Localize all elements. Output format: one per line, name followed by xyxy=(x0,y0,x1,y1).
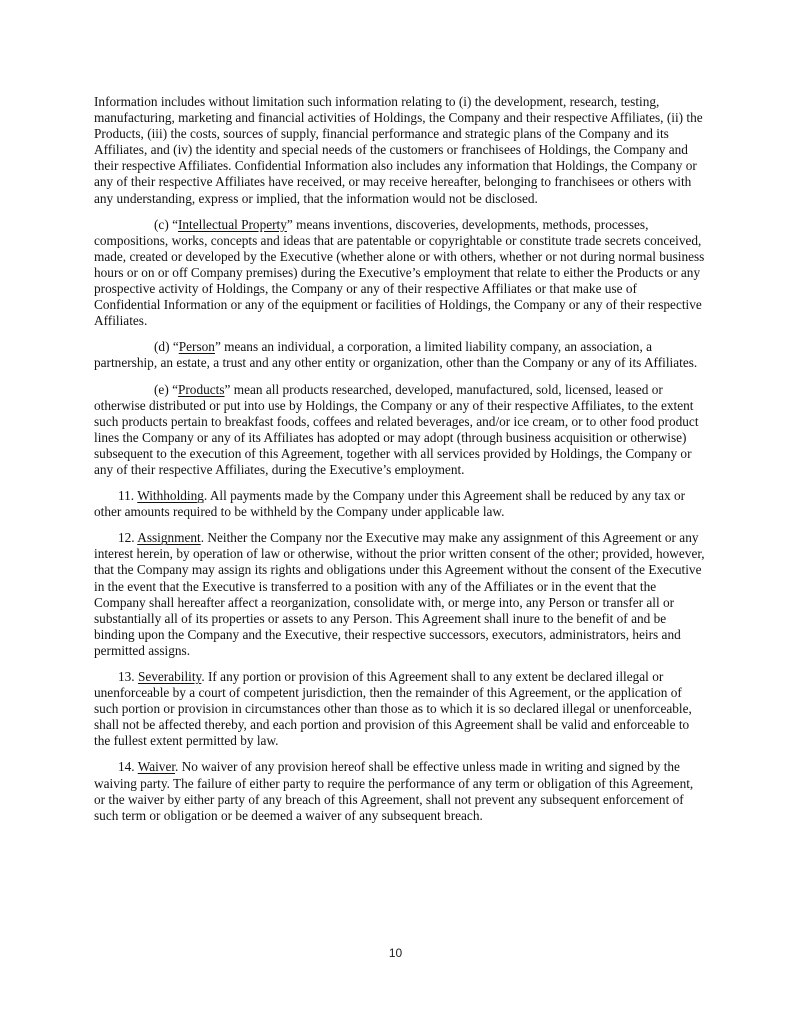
document-page xyxy=(94,94,706,834)
paragraph-text: . If any portion or provision of this Agreement shall to any extent be declared illegal or unenforceable by a court of competent jurisdiction, then the remainder of this Agreement, or the application of such portion or provision in circumstances other than those as to which it is so declared illegal or unenforceable, shall not be affected thereby, and each portion and provision of this Agreement shall be valid and enforceable to the fullest extent permitted by law. xyxy=(94,669,692,749)
paragraph-confidential-information-continued xyxy=(94,94,706,207)
section-heading: Withholding xyxy=(137,488,204,504)
paragraph-intellectual-property xyxy=(94,217,706,330)
section-number: 14. xyxy=(118,759,138,775)
paragraph-person xyxy=(94,339,706,371)
defined-term: Intellectual Property xyxy=(177,216,287,232)
section-heading: Severability xyxy=(137,669,202,684)
section-waiver xyxy=(94,759,706,823)
paragraph-products xyxy=(94,382,706,479)
section-assignment xyxy=(94,530,706,659)
section-number: 13. xyxy=(118,669,138,684)
defined-term: Person xyxy=(178,339,215,355)
paragraph-text: ” mean all products researched, developed, manufactured, sold, licensed, leased or otherwise distributed or put into use by Holdings, the Company or any of their respective Affiliates, to the extent such products pertain to breakfast foods, coffees and related beverages, and/or ice cream, or to other food product lines the Company or any of its Affiliates has adopted or may adopt (through business acquisition or otherwise) subsequent to the execution of this Agreement, together with all services provided by Holdings, the Company or any of their respective Affiliates, during the Executive’s employment. xyxy=(94,381,699,477)
section-heading: Assignment xyxy=(137,530,201,546)
section-withholding xyxy=(94,488,706,520)
section-heading: Waiver xyxy=(137,759,176,775)
paragraph-text: ” means an individual, a corporation, a limited liability company, an association, a partnership, an estate, a trust and any other entity or organization, other than the Company or any of its Affiliates. xyxy=(94,339,698,371)
clause-prefix: (e) “ xyxy=(154,381,178,397)
paragraph-text: Information includes without limitation such information relating to (i) the development, research, testing, manufacturing, marketing and financial activities of Holdings, the Company and their respective Affiliates, (ii) the Products, (iii) the costs, sources of supply, financial performance and strategic plans of the Company and its Affiliates, and (iv) the identity and special needs of the customers or franchisees of Holdings, the Company and their respective Affiliates. Confidential Information also includes any information that Holdings, the Company or any of their respective Affiliates have received, or may receive hereafter, belonging to franchisees or others with any understanding, express or implied, that the information would not be disclosed. xyxy=(94,94,703,206)
section-severability xyxy=(94,669,706,749)
paragraph-text: . No waiver of any provision hereof shall be effective unless made in writing and signed by the waiving party. The failure of either party to require the performance of any term or obligation of this Agreement, or the waiver by either party of any breach of this Agreement, shall not prevent any subsequent enforcement of such term or obligation or be deemed a waiver of any subsequent breach. xyxy=(94,759,694,823)
paragraph-text: . Neither the Company nor the Executive may make any assignment of this Agreement or any interest herein, by operation of law or otherwise, without the prior written consent of the other; provided, however, that the Company may assign its rights and obligations under this Agreement without the consent of the Executive in the event that the Executive is transferred to a position with any of the Affiliates or in the event that the Company shall hereafter affect a reorganization, consolidate with, or merge into, any Person or transfer all or substantially all of its properties or assets to any Person. This Agreement shall inure to the benefit of and be binding upon the Company and the Executive, their respective successors, executors, administrators, heirs and permitted assigns. xyxy=(94,530,705,658)
page-number: 10 xyxy=(388,946,403,960)
paragraph-text: . All payments made by the Company under this Agreement shall be reduced by any tax or other amounts required to be withheld by the Company under applicable law. xyxy=(94,488,686,520)
clause-prefix: (d) “ xyxy=(154,339,179,355)
defined-term: Products xyxy=(177,381,225,397)
clause-prefix: (c) “ xyxy=(154,216,178,232)
section-number: 12. xyxy=(118,530,138,546)
section-number: 11. xyxy=(118,488,138,504)
paragraph-text: ” means inventions, discoveries, developments, methods, processes, compositions, works, concepts and ideas that are patentable or copyrightable or constitute trade secrets conceived, made, created or developed by the Executive (whether alone or with others, whether or not during normal business hours or on or off Company premises) during the Executive’s employment that relate to either the Products or any prospective activity of Holdings, the Company or any of their respective Affiliates or that make use of Confidential Information or any of the equipment or facilities of Holdings, the Company or any of their respective Affiliates. xyxy=(94,216,705,329)
